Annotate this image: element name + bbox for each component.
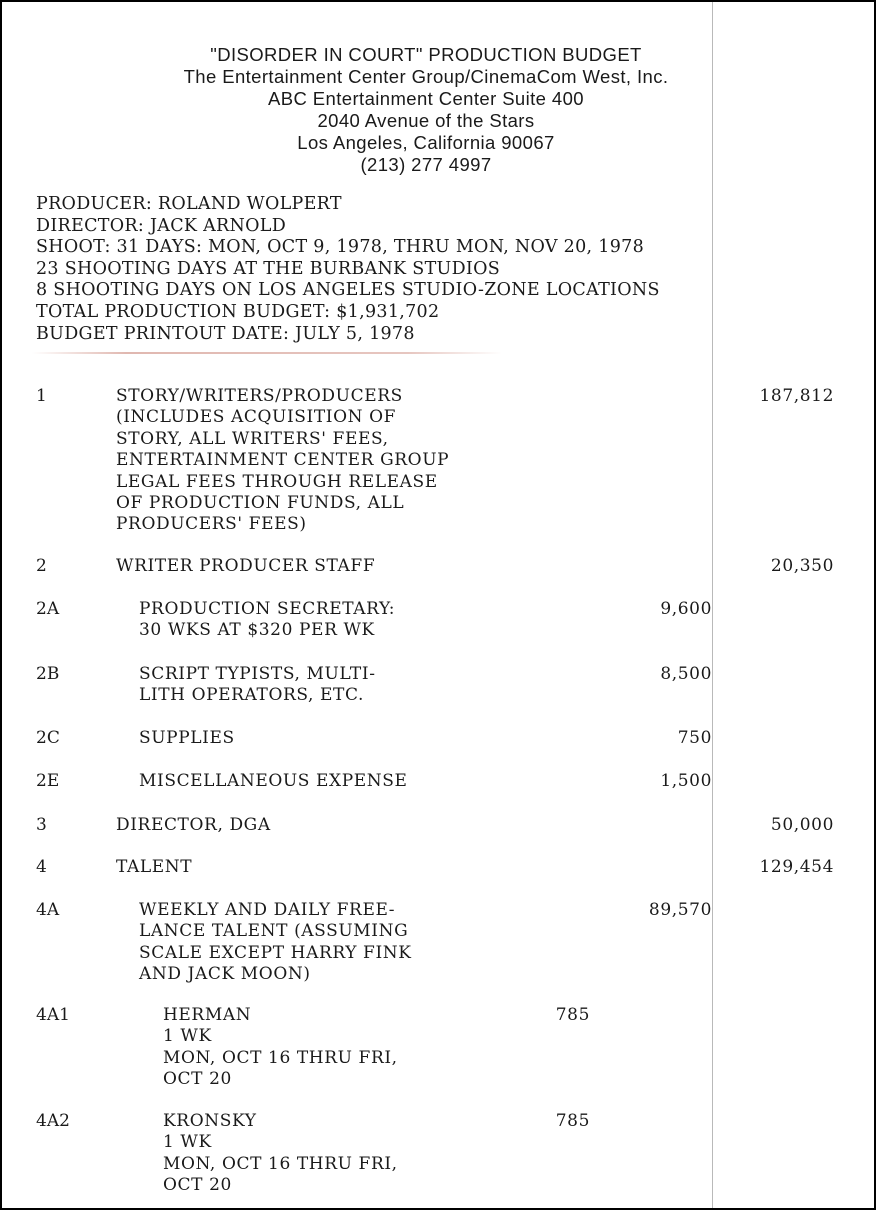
item-description	[116, 815, 271, 836]
item-description	[163, 1005, 398, 1091]
item-description	[163, 1111, 398, 1197]
item-code: 4A	[36, 900, 60, 920]
item-amount: 750	[677, 728, 712, 748]
item-code: 2B	[36, 664, 60, 684]
item-description	[139, 900, 412, 986]
item-description-line: KRONSKY	[163, 1111, 257, 1131]
company-name: The Entertainment Center Group/CinemaCom West, Inc.	[183, 66, 669, 87]
letterhead	[2, 44, 850, 176]
address-line-1: ABC Entertainment Center Suite 400	[268, 88, 584, 109]
item-description-line: (INCLUDES ACQUISITION OF	[116, 407, 397, 428]
item-amount: 129,454	[759, 857, 834, 877]
item-description-line: STORY, ALL WRITERS' FEES,	[116, 428, 389, 449]
item-description-line: PRODUCERS' FEES)	[116, 514, 307, 535]
item-description	[116, 857, 192, 878]
printout-date-line: BUDGET PRINTOUT DATE: JULY 5, 1978	[36, 323, 415, 344]
item-description-line: STORY/WRITERS/PRODUCERS	[116, 386, 403, 406]
separator-line	[32, 352, 502, 354]
item-description-line: WRITER PRODUCER STAFF	[116, 556, 376, 576]
item-description	[139, 664, 376, 707]
item-code: 2C	[36, 728, 60, 748]
shoot-line: SHOOT: 31 DAYS: MON, OCT 9, 1978, THRU MON, NOV 20, 1978	[36, 237, 645, 258]
item-description-line: DIRECTOR, DGA	[116, 815, 271, 835]
item-description-line: MON, OCT 16 THRU FRI,	[163, 1153, 398, 1174]
item-code: 4A1	[36, 1005, 70, 1025]
item-amount: 187,812	[759, 386, 834, 406]
studio-days-line: 23 SHOOTING DAYS AT THE BURBANK STUDIOS	[36, 258, 501, 279]
item-description-line: SUPPLIES	[139, 728, 235, 748]
item-description-line: PRODUCTION SECRETARY:	[139, 599, 396, 619]
item-code: 2	[36, 556, 47, 576]
item-description-line: TALENT	[116, 857, 193, 877]
item-description-line: LEGAL FEES THROUGH RELEASE	[116, 471, 438, 492]
item-description-line: MON, OCT 16 THRU FRI,	[163, 1047, 398, 1068]
item-description-line: OCT 20	[163, 1069, 232, 1090]
item-description-line: SCALE EXCEPT HARRY FINK	[139, 942, 412, 963]
producer-line: PRODUCER: ROLAND WOLPERT	[36, 194, 342, 214]
item-amount: 8,500	[660, 664, 712, 684]
item-description-line: OCT 20	[163, 1175, 232, 1196]
item-description	[116, 556, 375, 577]
address-line-2: 2040 Avenue of the Stars	[317, 110, 535, 131]
item-amount: 89,570	[648, 900, 712, 920]
director-line: DIRECTOR: JACK ARNOLD	[36, 215, 287, 236]
item-code: 1	[36, 386, 47, 406]
item-description-line: HERMAN	[163, 1005, 252, 1025]
item-amount: 1,500	[660, 771, 712, 791]
location-days-line: 8 SHOOTING DAYS ON LOS ANGELES STUDIO-ZONE LOCATIONS	[36, 280, 660, 301]
total-budget-line: TOTAL PRODUCTION BUDGET: $1,931,702	[36, 301, 440, 322]
item-amount: 50,000	[770, 815, 834, 835]
item-description-line: LITH OPERATORS, ETC.	[139, 685, 364, 706]
item-description-line: WEEKLY AND DAILY FREE-	[139, 900, 396, 920]
item-description	[139, 771, 408, 792]
item-amount: 9,600	[660, 599, 712, 619]
item-description-line: 1 WK	[163, 1132, 212, 1153]
item-description-line: ENTERTAINMENT CENTER GROUP	[116, 450, 450, 471]
item-code: 2E	[36, 771, 60, 791]
column-rule	[712, 2, 713, 1208]
item-code: 4A2	[36, 1111, 70, 1131]
item-code: 3	[36, 815, 47, 835]
item-code: 4	[36, 857, 47, 877]
item-description-line: 30 WKS AT $320 PER WK	[139, 620, 375, 641]
item-description	[139, 728, 235, 749]
budget-title: "DISORDER IN COURT" PRODUCTION BUDGET	[210, 44, 642, 65]
item-description	[116, 386, 449, 536]
item-description-line: 1 WK	[163, 1026, 212, 1047]
item-description-line: MISCELLANEOUS EXPENSE	[139, 771, 408, 791]
item-amount: 785	[555, 1005, 590, 1025]
item-description-line: OF PRODUCTION FUNDS, ALL	[116, 493, 405, 514]
item-amount: 20,350	[770, 556, 834, 576]
item-description	[139, 599, 395, 642]
phone-line: (213) 277 4997	[360, 154, 492, 175]
city-line: Los Angeles, California 90067	[297, 132, 555, 153]
item-description-line: LANCE TALENT (ASSUMING	[139, 921, 409, 942]
production-info	[36, 194, 660, 345]
item-description-line: AND JACK MOON)	[139, 964, 311, 985]
item-amount: 785	[555, 1111, 590, 1131]
item-description-line: SCRIPT TYPISTS, MULTI-	[139, 664, 376, 684]
item-code: 2A	[36, 599, 60, 619]
